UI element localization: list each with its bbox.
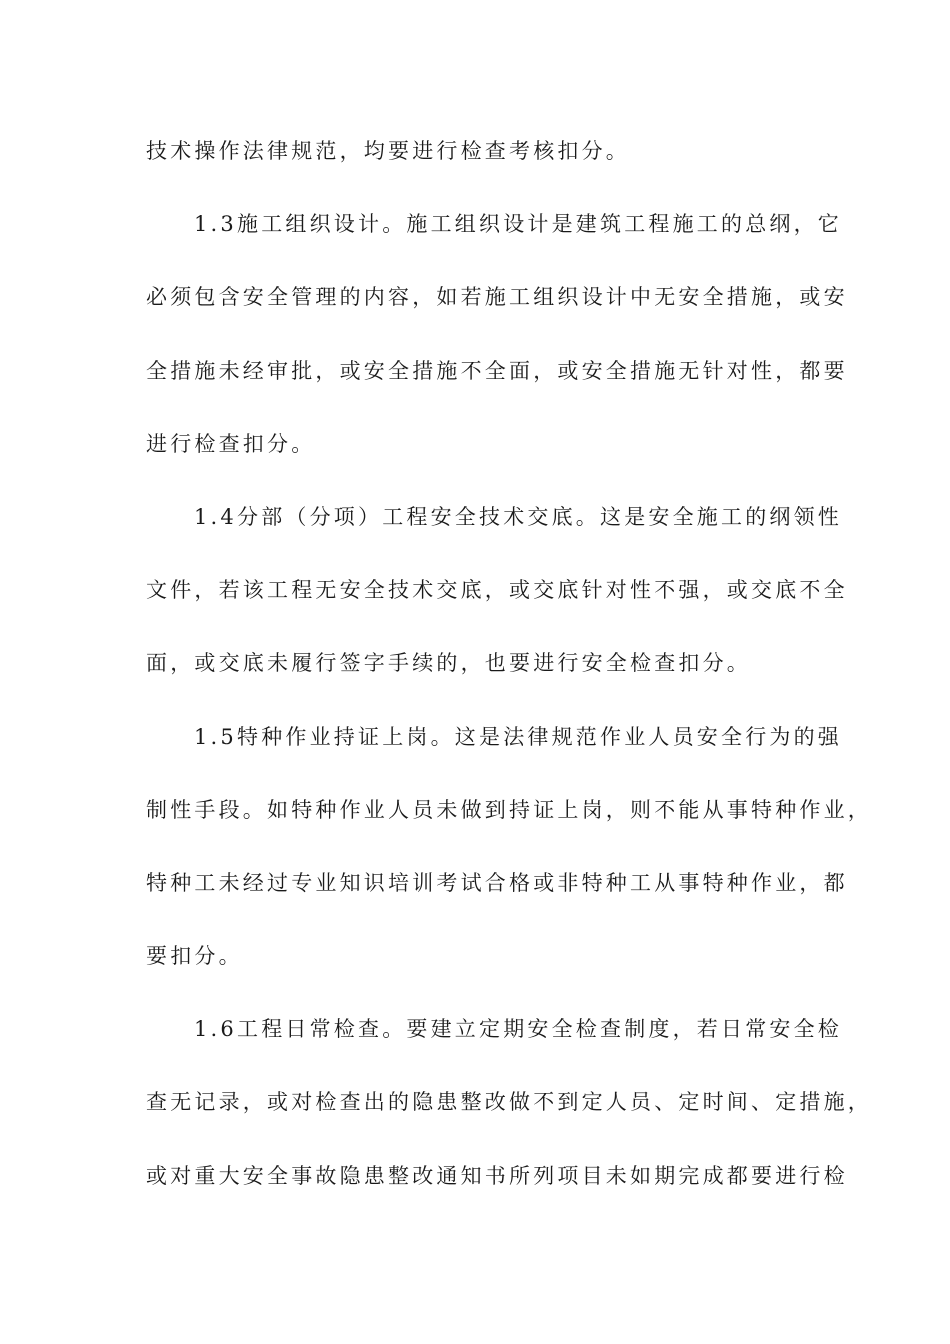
- text-line-12: 要扣分。: [146, 944, 243, 969]
- text-line-8: 面，或交底未履行签字手续的，也要进行安全检查扣分。: [146, 651, 751, 676]
- text-line-7: 文件，若该工程无安全技术交底，或交底针对性不强，或交底不全: [146, 578, 848, 603]
- text-line-15: 或对重大安全事故隐患整改通知书所列项目未如期完成都要进行检: [146, 1163, 848, 1188]
- text-line-13: 1.6工程日常检查。要建立定期安全检查制度，若日常安全检: [194, 1017, 842, 1042]
- text-line-11: 特种工未经过专业知识培训考试合格或非特种工从事特种作业，都: [146, 870, 848, 895]
- text-line-3: 必须包含安全管理的内容，如若施工组织设计中无安全措施，或安: [146, 285, 848, 310]
- text-line-9: 1.5特种作业持证上岗。这是法律规范作业人员安全行为的强: [194, 724, 842, 749]
- text-line-2: 1.3施工组织设计。施工组织设计是建筑工程施工的总纲，它: [194, 212, 842, 237]
- text-line-4: 全措施未经审批，或安全措施不全面，或安全措施无针对性，都要: [146, 358, 848, 383]
- text-line-10: 制性手段。如特种作业人员未做到持证上岗，则不能从事特种作业，: [146, 797, 872, 822]
- text-line-1: 技术操作法律规范，均要进行检查考核扣分。: [146, 139, 630, 163]
- text-line-6: 1.4分部（分项）工程安全技术交底。这是安全施工的纲领性: [194, 504, 842, 529]
- document-body: [146, 129, 872, 1227]
- text-line-5: 进行检查扣分。: [146, 431, 316, 456]
- text-line-14: 查无记录，或对检查出的隐患整改做不到定人员、定时间、定措施，: [146, 1090, 872, 1115]
